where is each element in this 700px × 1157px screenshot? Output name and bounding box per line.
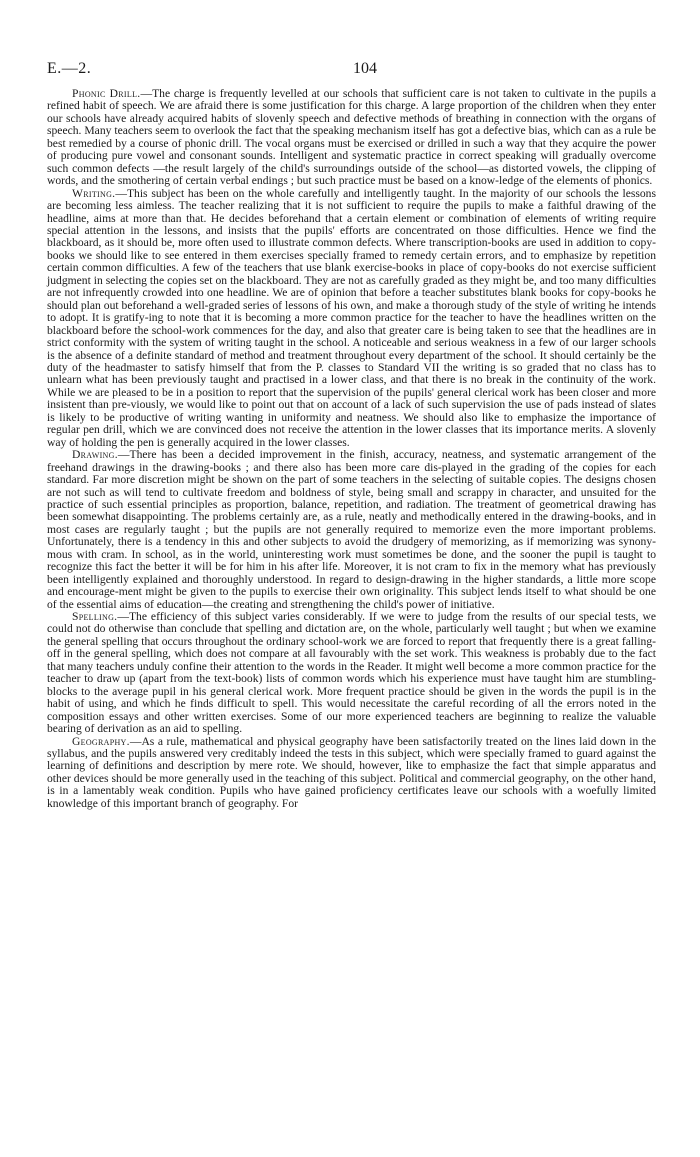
paragraph-phonic-drill bbox=[47, 88, 656, 188]
report-code: E.—2. bbox=[47, 60, 92, 77]
paragraph-text: —As a rule, mathematical and physical geography have been satisfactorily treated on the lines laid down in the syllabus, and the pupils answered very creditably indeed the tests in this subject, which were specially framed to guard against the learning of definitions and description by mere rote. We should, however, like to emphasize the fact that simple apparatus and other devices should be more generally used in the teaching of this subject. Political and commercial geography, on the other hand, is in a lamentably weak condition. Pupils who have gained proficiency certificates leave our schools with a woefully limited knowledge of this important branch of geography. For bbox=[47, 734, 656, 810]
paragraph-text: —There has been a decided improvement in the finish, accuracy, neatness, and systematic arrangement of the freehand drawings in the drawing-books ; and there also has been more care dis-played in the grading of the copies for each standard. Far more discretion might be shown on the part of some teachers in the selecting of suitable copies. The designs chosen are not such as will tend to cultivate freedom and boldness of style, being small and scrappy in character, and unsuited for the practice of such essential principles as proportion, balance, repetition, and radiation. The treatment of geometrical drawing has been somewhat disappointing. The problems certainly are, as a rule, neatly and methodically entered in the drawing-books, and in most cases are regularly taught ; but the pupils are not generally required to memorize even the more important problems. Unfortunately, there is a tendency in this and other subjects to avoid the drudgery of memorizing, as if memorizing was synony-mous with cram. In school, as in the world, uninteresting work must sometimes be done, and the sooner the pupil is taught to recognize this fact the better it will be for him in his after life. Moreover, it is not cram to fix in the memory what has previously been intelligently explained and thoroughly understood. In regard to design-drawing in the higher standards, a little more scope and encourage-ment might be given to the pupils to exercise their own originality. This subject lends itself to what should be one of the essential aims of education—the creating and strengthening the child's power of initiative. bbox=[47, 448, 656, 611]
section-heading: Phonic Drill. bbox=[72, 87, 141, 100]
section-heading: Drawing. bbox=[72, 448, 118, 462]
paragraph-text: —The efficiency of this subject varies considerably. If we were to judge from the results of our special tests, we could not do otherwise than conclude that spelling and dictation are, on the whole, particularly well taught ; but when we examine the general spelling that occurs throughout the ordinary school-work we are forced to report that frequently there is a great falling-off in the general spelling, which does not compare at all favourably with the set work. This weakness is probably due to the fact that many teachers unduly confine their attention to the words in the Reader. It might well become a more common practice for the teacher to draw up (apart from the text-book) lists of common words which his experience must have taught him are stumbling-blocks to the average pupil in his general clerical work. More frequent practice should be given in the words the pupil is in the habit of using, and which he finds difficult to spell. This would necessitate the careful recording of all the errors noted in the composition essays and other written exercises. Some of our more experienced teachers are beginning to realize the valuable bearing of derivation as an aid to spelling. bbox=[47, 610, 656, 736]
paragraph-spelling bbox=[47, 611, 656, 736]
document-body bbox=[47, 88, 656, 810]
page-header bbox=[47, 60, 656, 88]
paragraph-text: —This subject has been on the whole carefully and intelligently taught. In the majority of our schools the lessons are becoming less aimless. The teacher realizing that it is not sufficient to require the pupils to make a faithful drawing of the headline, aims at more than that. He decides beforehand that a certain element or combination of elements of writing require special attention in the lessons, and insists that the pupils' efforts are concentrated on those difficulties. Hence we find the blackboard, as it should be, more often used to illustrate common defects. Where transcription-books are used in addition to copy-books we should like to see entered in them exercises specially framed to remedy certain errors, and to emphasize by repetition certain common difficulties. A few of the teachers that use blank exercise-books in place of copy-books do not exercise sufficient judgment in selecting the copies set on the blackboard. They are not as carefully graded as they might be, and too many difficulties are not infrequently crowded into one headline. We are of opinion that before a teacher substitutes blank books for copy-books he should plan out beforehand a well-graded series of lessons of his own, and make a thorough study of the style of writing he intends to adopt. It is gratify-ing to note that it is becoming a more common practice for the teacher to have the headlines written on the blackboard before the school-work commences for the day, and also that greater care is being taken to see that the headlines are in strict conformity with the system of writing taught in the school. A noticeable and serious weakness in a few of our larger schools is the absence of a definite standard of method and treatment throughout every department of the school. It should certainly be the duty of the headmaster to satisfy himself that from the P. classes to Standard VII the writing is so graded that no class has to unlearn what has been previously taught and practised in a lower class, and that there is no break in the continuity of the work. While we are pleased to be in a position to report that the supervision of the pupils' general clerical work has been closer and more insistent than pre-viously, we would like to point out that on account of a lack of such supervision the use of pads instead of slates is likely to be productive of writing wanting in uniformity and neatness. We should also like to emphasize the importance of regular pen drill, which we are convinced does not receive the attention in the lower classes that its importance merits. A slovenly way of holding the pen is generally acquired in the lower classes. bbox=[47, 186, 656, 449]
section-heading: Writing. bbox=[72, 186, 116, 200]
section-heading: Spelling. bbox=[72, 610, 118, 624]
paragraph-geography bbox=[47, 736, 656, 811]
section-heading: Geography. bbox=[72, 734, 130, 748]
paragraph-writing bbox=[47, 188, 656, 450]
page-number: 104 bbox=[353, 60, 377, 77]
paragraph-text: —The charge is frequently levelled at our schools that sufficient care is not taken to cultivate in the pupils a refined habit of speech. We are afraid there is some justification for this charge. A large proportion of the children when they enter our schools have already acquired habits of slovenly speech and defective methods of breathing in connection with the organs of speech. Many teachers seem to overlook the fact that the speaking mechanism itself has got a defective bias, which can as a rule be best remedied by a course of phonic drill. The vocal organs must be exercised or drilled in such a way that they acquire the power of producing pure vowel and consonant sounds. Intelligent and systematic practice in correct speaking will gradually overcome such common defects —the result largely of the child's surroundings outside of the school—as distorted vowels, the clipping of words, and the smothering of certain verbal endings ; but such practice must be based on a know-ledge of the elements of phonics. bbox=[47, 87, 657, 188]
paragraph-drawing bbox=[47, 449, 656, 611]
